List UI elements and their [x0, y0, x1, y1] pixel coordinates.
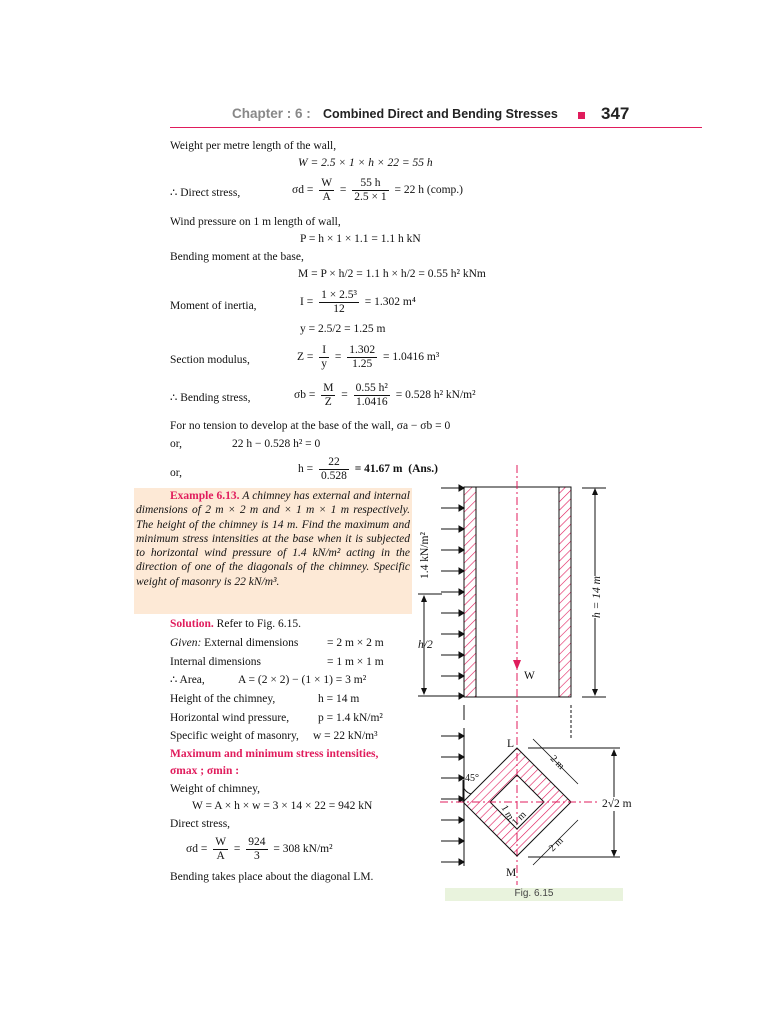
given-value: p = 1.4 kN/m² [318, 712, 383, 724]
header-rule [170, 127, 702, 128]
given-line: Given: External dimensions [170, 637, 299, 649]
text-line: ∴ Bending stress, [170, 392, 251, 404]
given-value: = 2 m × 2 m [327, 637, 384, 649]
equation: A = (2 × 2) − (1 × 1) = 3 m² [238, 674, 367, 686]
angle-label: 45° [465, 773, 479, 784]
equation: W = A × h × w = 3 × 14 × 22 = 942 kN [192, 800, 373, 812]
example-box [134, 488, 412, 614]
equation: M = P × h/2 = 1.1 h × h/2 = 0.55 h² kNm [298, 268, 486, 280]
diagonal-label: 2√2 m [602, 798, 632, 810]
text-line: Specific weight of masonry, [170, 730, 299, 742]
weight-arrow [513, 660, 521, 670]
text-line: ∴ Area, [170, 674, 205, 686]
solution-line: Solution. Refer to Fig. 6.15. [170, 618, 301, 630]
equation-answer: h = $\frac{22}{0.528}$ = 41.67 m (Ans.) [298, 456, 438, 482]
point-l-label: L [507, 738, 515, 750]
equation-inertia: I = $\frac{\text{1 × 2.5³}}{12}$ = 1.302 m⁴ [300, 289, 416, 315]
text-line: Bending moment at the base, [170, 251, 304, 263]
inner-1m-label: 1 m [498, 803, 516, 823]
equation: 22 h − 0.528 h² = 0 [232, 438, 321, 450]
chapter-title: Combined Direct and Bending Stresses [323, 107, 558, 121]
equation-direct-stress-2: σd = $\frac{W}{A}$ = $\frac{924}{3}$ = 308 kN/m² [186, 836, 333, 862]
equation: P = h × 1 × 1.1 = 1.1 h kN [300, 233, 421, 245]
inner-1m-label-2: 1 m [509, 809, 529, 828]
equation: W = 2.5 × 1 × h × 22 = 55 h [298, 157, 433, 169]
wind-pressure-label: 1.4 kN/m² [419, 532, 431, 579]
text-line: or, [170, 467, 182, 479]
section-heading: σmax ; σmin : [170, 765, 240, 777]
text-line: Section modulus, [170, 354, 250, 366]
text-line: ∴ Direct stress, [170, 187, 241, 199]
given-value: = 1 m × 1 m [327, 656, 384, 668]
example-text: Example 6.13. A chimney has external and internal dimensions of 2 m × 2 m and × 1 m × 1 m respectively. The height of the chimney is 14 m. Find the maximum and minimum stress intensities at the base when it is subjected to horizontal wind pressure of 1.4 kN/m² acting in the direction of one of the diagonals of the chimney. Specific weight of masonry is 22 kN/m³. [136, 490, 411, 588]
equation: y = 2.5/2 = 1.25 m [300, 323, 386, 335]
equation-direct-stress: σd = $\frac{W}{A}$ = $\frac{55 h}{2.5 \times 1}$ = 22 h (comp.) [292, 177, 463, 203]
text-line: or, [170, 438, 182, 450]
text-line: Weight of chimney, [170, 783, 260, 795]
wind-arrows-elevation [441, 485, 464, 699]
text-line: Weight per metre length of the wall, [170, 140, 337, 152]
figure-caption: Fig. 6.15 [445, 888, 623, 901]
text-line: Horizontal wind pressure, [170, 712, 290, 724]
h-half-label: h/2 [418, 639, 433, 651]
text-line: Bending takes place about the diagonal LM. [170, 871, 374, 883]
side-2m-label: 2 m [547, 753, 567, 772]
text-line: Moment of inertia, [170, 300, 257, 312]
text-line: For no tension to develop at the base of the wall, σa − σb = 0 [170, 420, 451, 432]
chapter-label: Chapter : 6 : [232, 106, 311, 121]
text-line: Direct stress, [170, 818, 231, 830]
weight-label: W [524, 670, 535, 682]
chimney-wall-left [464, 487, 476, 697]
height-label: h = 14 m [591, 576, 603, 618]
point-m-label: M [506, 867, 517, 879]
chimney-wall-right [559, 487, 571, 697]
page-number: 347 [601, 104, 630, 123]
section-heading: Maximum and minimum stress intensities, [170, 748, 379, 760]
given-value: h = 14 m [318, 693, 360, 705]
equation-bending-stress: σb = $\frac{M}{Z}$ = $\frac{\text{0.55 h²}}{1.0416}$ = 0.528 h² kN/m² [294, 382, 476, 408]
given-value: w = 22 kN/m³ [313, 730, 378, 742]
header-square-icon [578, 112, 585, 119]
equation-section-modulus: Z = $\frac{I}{y}$ = $\frac{1.302}{1.25}$ = 1.0416 m³ [297, 344, 440, 370]
text-line: Wind pressure on 1 m length of wall, [170, 216, 341, 228]
text-line: Internal dimensions [170, 656, 262, 668]
side-2m-label-2: 2 m [546, 835, 566, 854]
text-line: Height of the chimney, [170, 693, 276, 705]
wind-arrows-plan [441, 733, 464, 865]
